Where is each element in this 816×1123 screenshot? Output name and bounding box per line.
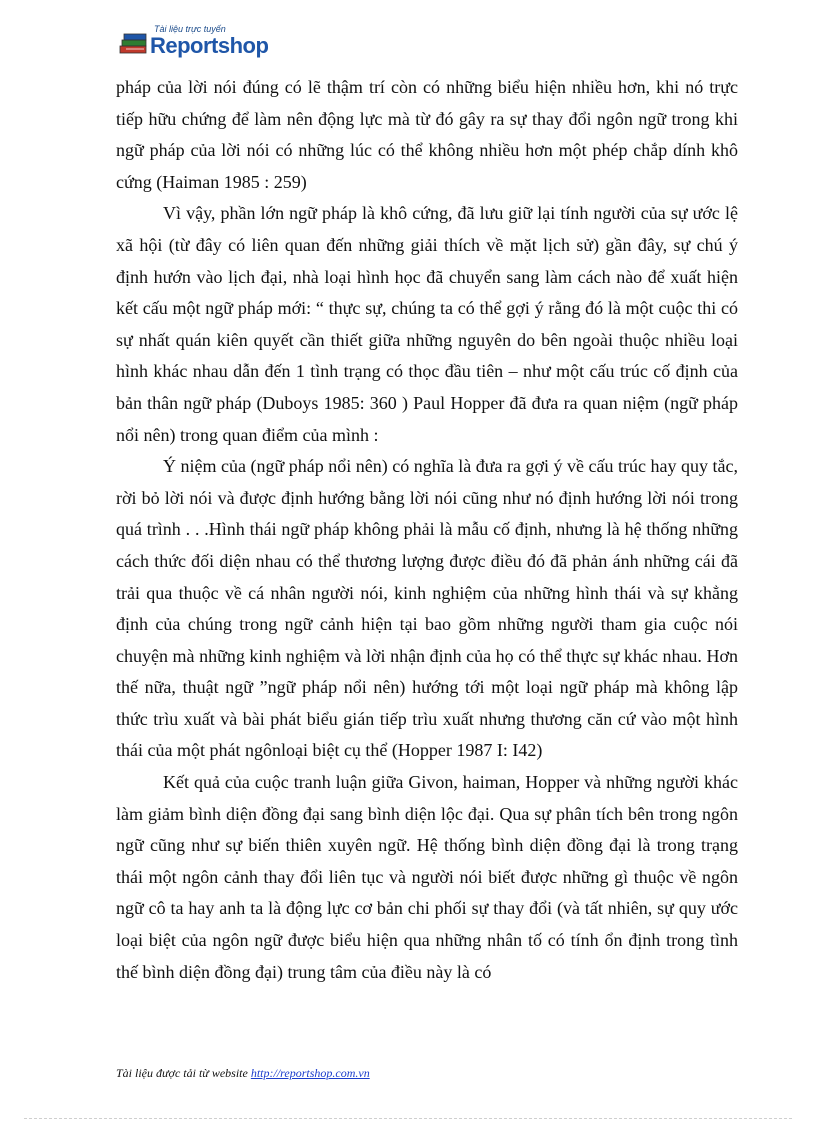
paragraph: Vì vậy, phần lớn ngữ pháp là khô cứng, đã lưu giữ lại tính người của sự ước lệ xã hội (từ đây có liên quan đến những giải thích về mặt lịch sử) gần đây, sự chú ý định hướn vào lịch đại, nhà loại hình học đã chuyển sang làm cách nào để xuất hiện kết cấu một ngữ pháp mới: “ thực sự, chúng ta có thể gợi ý rằng đó là một cuộc thi có sự nhất quán kiên quyết cần thiết giữa những nguyên do bên ngoài thuộc nhiều loại hình khác nhau dẫn đến 1 tình trạng có thọc đầu tiên – như một cấu trúc cố định của bản thân ngữ pháp (Duboys 1985: 360 ) Paul Hopper đã đưa ra quan niệm (ngữ pháp nổi nên) trong quan điểm của mình : — [116, 203, 738, 445]
paragraph: pháp của lời nói đúng có lẽ thậm trí còn có những biểu hiện nhiều hơn, khi nó trực tiếp hữu chứng để làm nên động lực mà từ đó gây ra sự thay đổi ngôn ngữ trong khi ngữ pháp của lời nói có những lúc có thể không nhiều hơn một phép chắp dính khô cứng (Haiman 1985 : 259) — [116, 77, 738, 192]
footer-text: Tài liệu được tải từ website — [116, 1066, 251, 1080]
paragraph: Kết quả của cuộc tranh luận giữa Givon, haiman, Hopper và những người khác làm giảm bình diện đồng đại sang bình diện lộc đại. Qua sự phân tích bên trong ngôn ngữ cũng như sự biến thiên xuyên ngữ. Hệ thống bình diện đồng đại là trong trạng thái một ngôn cảnh thay đổi liên tục và người nói biết được những gì thuộc về ngôn ngữ cô ta hay anh ta là động lực cơ bản chi phối sự thay đổi (và tất nhiên, sự quy ước loại biệt của ngôn ngữ được biểu hiện qua những nhân tố có tính ổn định trong tình thế bình diện đồng đại) trung tâm của điều này là có — [116, 772, 738, 982]
footer-link[interactable]: http://reportshop.com.vn — [250, 1066, 370, 1080]
paragraph: Ý niệm của (ngữ pháp nổi nên) có nghĩa là đưa ra gợi ý về cấu trúc hay quy tắc, rời bỏ lời nói và được định hướng bằng lời nói cũng như nó định hướng lời nói trong quá trình . . .Hình thái ngữ pháp không phải là mẫu cố định, nhưng là hệ thống những cách thức đối diện nhau có thể thương lượng được điều đó đã phản ánh những cái đã trải qua thuộc về cá nhân người nói, kinh nghiệm của những hình thái và sự khẳng định của chúng trong ngữ cảnh hiện tại bao gồm những người tham gia cuộc nói chuyện mà những kinh nghiệm và lời nhận định của họ có thể thực sự khác nhau. Hơn thế nữa, thuật ngữ ”ngữ pháp nổi nên) hướng tới một loại ngữ pháp mà không lập thức trìu xuất và bài phát biểu gián tiếp trìu xuất nhưng thương căn cứ vào một hình thái của một phát ngônloại biệt cụ thể (Hopper 1987 I: I42) — [116, 456, 738, 761]
page-edge-divider — [24, 1118, 792, 1119]
logo-name: Reportshop — [150, 33, 269, 58]
document-body — [116, 72, 738, 988]
logo-tagline: Tài liệu trực tuyến — [154, 24, 226, 34]
reportshop-logo — [118, 24, 288, 58]
page-footer — [116, 1066, 370, 1081]
book-stack-icon — [118, 30, 150, 56]
